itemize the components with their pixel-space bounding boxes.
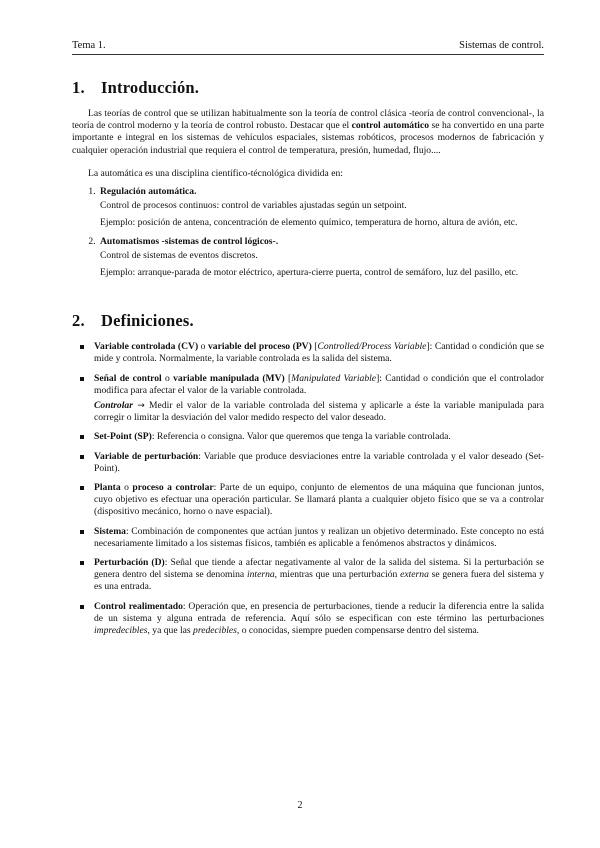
def-body: : Cantidad o condición que se mide y controla. Normalmente, la variable controlada es la salida del sistema. [94, 341, 544, 365]
def-term: Set-Point (SP) [94, 431, 152, 443]
list-item-line: Control de sistemas de eventos discretos. [100, 249, 258, 261]
right-arrow-icon: → [132, 401, 150, 412]
bracket-close: ] [376, 372, 380, 384]
def-term: Planta [94, 482, 121, 494]
controlar-body: Medir el valor de la variable controlada del sistema y aplicarle a éste la variable manipulada para corregir o limitar la desviación del valor medido respecto del valor deseado. [94, 400, 545, 424]
def-italic: impredecibles [94, 625, 148, 637]
section-1-number: 1. [72, 78, 85, 97]
def-body: : Parte de un equipo, conjunto de elementos de una máquina que funcionan juntos, cuyo objetivo es efectuar una operación particular. Se llamará planta a cualquier objeto físico que se va a controlar (dispositivo mecánico, horno o nave espacial). [94, 482, 544, 518]
header-left: Tema 1. [72, 40, 106, 51]
controlar-definition [94, 400, 544, 424]
list-item [98, 236, 544, 280]
definition-cv [94, 341, 544, 365]
list-item-line: Ejemplo: posición de antena, concentración de elemento químico, temperatura de horno, altura de avión, etc. [100, 217, 518, 229]
def-term: Señal de control [94, 372, 162, 384]
section-2-number: 2. [72, 311, 85, 331]
def-body: : Variable que produce desviaciones entre la variable controlada y el valor deseado (Set-Point). [94, 450, 544, 474]
section-2-title: Definiciones. [101, 311, 194, 331]
intro-paragraph [72, 108, 544, 157]
bracket-open: [ [311, 341, 318, 353]
header-right: Sistemas de control. [459, 40, 544, 51]
intro-bold-term: control automático [351, 120, 430, 132]
controlar-term: Controlar [94, 400, 133, 412]
page-content [72, 66, 544, 644]
definition-sistema [94, 526, 544, 550]
def-term: proceso a controlar [132, 482, 214, 494]
def-italic: predecibles [193, 625, 237, 637]
def-connector: o [198, 341, 208, 353]
section-1-heading [72, 78, 544, 98]
english-term: Controlled/Process Variable [317, 341, 427, 353]
bracket-close: ] [426, 341, 430, 353]
page-header [72, 40, 544, 55]
definition-mv [94, 373, 544, 425]
page-number: 2 [297, 800, 303, 811]
def-italic: interna [246, 569, 275, 581]
definition-control-realimentado [94, 601, 544, 638]
def-term: Variable de perturbación [94, 450, 199, 462]
def-term: Perturbación (D) [94, 557, 165, 569]
def-term: variable del proceso (PV) [207, 341, 312, 353]
definition-disturbance-variable [94, 451, 544, 475]
def-body: : Combinación de componentes que actúan juntos y realizan un objetivo determinado. Este concepto no está necesariamente limitado a los sistemas físicos, también es aplicable a fenómenos abstractos y dinámicos. [94, 525, 544, 549]
def-term: Variable controlada (CV) [94, 341, 199, 353]
definitions-list [72, 341, 544, 637]
list-item-title: Automatismos -sistemas de control lógicos-. [100, 235, 279, 247]
list-item [98, 186, 544, 230]
def-term: Control realimentado [94, 600, 183, 612]
def-body: se genera fuera del sistema y es una entrada. [94, 569, 544, 593]
automatica-paragraph: La automática es una disciplina científico-técnológica dividida en: [88, 167, 343, 179]
def-body: : Operación que, en presencia de perturbaciones, tiende a reducir la diferencia entre la salida de un sistema y alguna entrada de referencia. Aquí sólo se especifican con este término las perturbaciones [94, 600, 544, 624]
def-connector: o [161, 372, 174, 384]
english-term: Manipulated Variable [291, 372, 377, 384]
def-body: , o conocidas, siempre pueden compensarse dentro del sistema. [236, 625, 480, 637]
def-connector: o [120, 482, 133, 494]
definition-sp [94, 431, 544, 443]
automatica-list [72, 186, 544, 279]
def-italic: externa [400, 569, 429, 581]
def-term: Sistema [94, 525, 126, 537]
list-item-line: Ejemplo: arranque-parada de motor eléctrico, apertura-cierre puerta, control de semáforo, luz del pasillo, etc. [100, 267, 519, 279]
def-body: , ya que las [147, 625, 194, 637]
def-body: : Cantidad o condición que el controlador modifica para afectar el valor de la variable controlada. [94, 372, 545, 396]
list-item-title: Regulación automática. [100, 186, 197, 198]
def-body: : Referencia o consigna. Valor que queremos que tenga la variable controlada. [151, 431, 451, 443]
def-body: , mientras que una perturbación [274, 569, 401, 581]
intro-text-b: se ha convertido en una parte importante e integral en los sistemas de vehículos espaciales, sistemas robóticos, procesos modernos de fabricación y cualquier operación industrial que requiera el control de temperatura, presión, humedad, flujo.... [72, 120, 545, 156]
section-2-heading [72, 311, 544, 331]
def-term: variable manipulada (MV) [173, 372, 285, 384]
bracket-open: [ [284, 372, 292, 384]
intro-text-a: Las teorías de control que se utilizan habitualmente son la teoría de control clásica -teoría de control convencional-, la teoría de control moderno y la teoría de control robusto. Destacar que el [72, 108, 544, 132]
definition-perturbacion [94, 557, 544, 594]
def-body: : Señal que tiende a afectar negativamente al valor de la salida del sistema. Si la perturbación se genera dentro del sistema se denomina [94, 557, 544, 581]
definition-planta [94, 482, 544, 519]
list-item-line: Control de procesos continuos: control de variables ajustadas según un setpoint. [100, 200, 407, 212]
section-1-title: Introducción. [101, 78, 200, 97]
